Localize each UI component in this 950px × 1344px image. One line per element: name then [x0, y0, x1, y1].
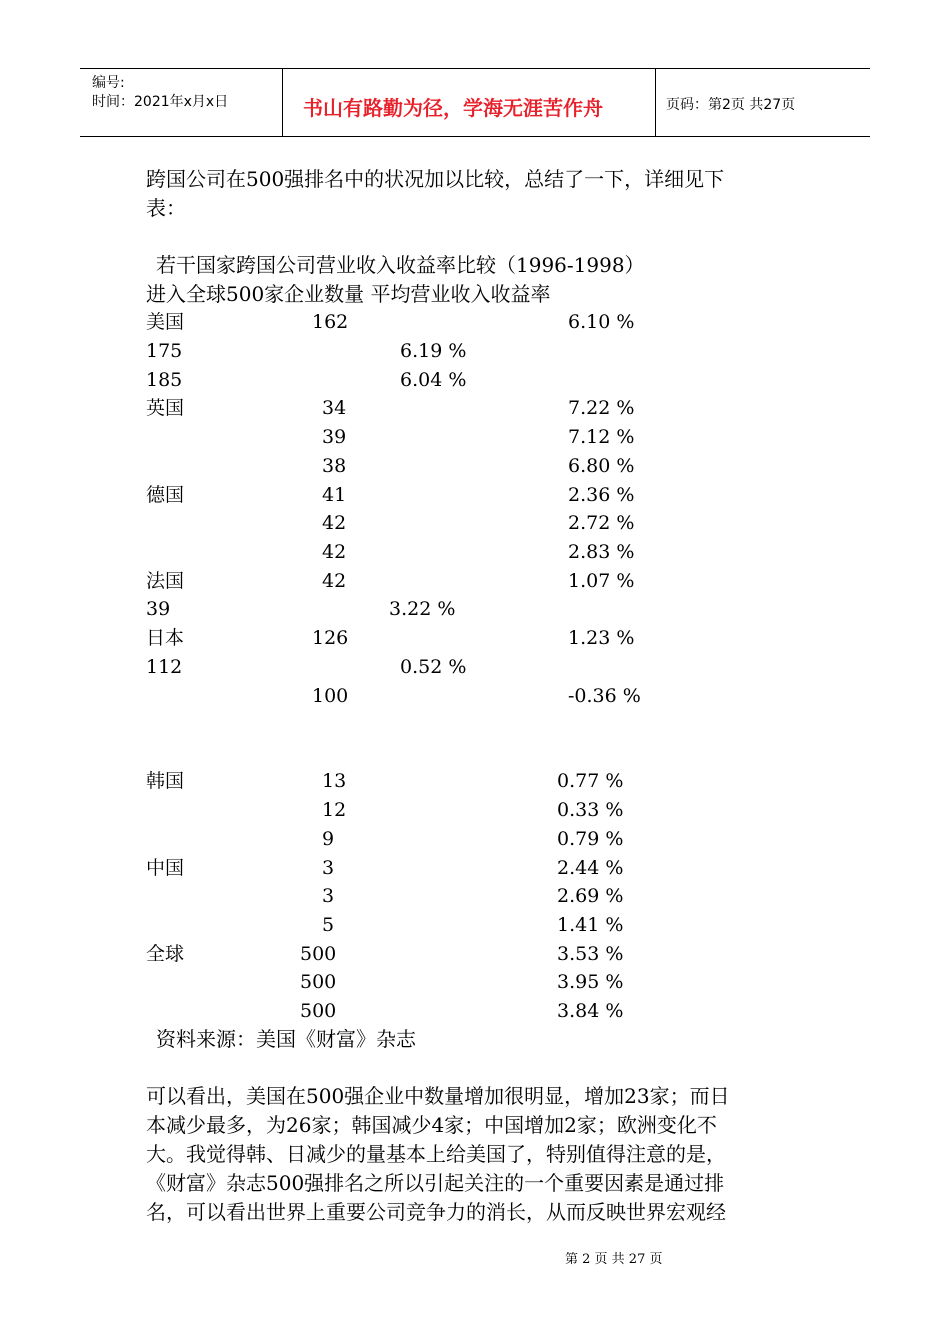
- header-code-label: 编号:: [92, 75, 125, 91]
- table-title: 若干国家跨国公司营业收入收益率比较（1996-1998）: [156, 253, 645, 277]
- count-cell: 34: [322, 397, 347, 419]
- country-cell: 英国: [146, 397, 185, 419]
- count-cell: 112: [146, 656, 183, 678]
- rate-cell: 6.10 %: [568, 311, 635, 333]
- rate-cell: 3.95 %: [557, 971, 624, 993]
- header-divider-right: [655, 68, 656, 136]
- rate-cell: 3.22 %: [389, 598, 456, 620]
- header-bottom-rule: [80, 136, 870, 137]
- page-footer: 第 2 页 共 27 页: [565, 1252, 663, 1267]
- rate-cell: 2.72 %: [568, 512, 635, 534]
- intro-line-1: 跨国公司在500强排名中的状况加以比较，总结了一下，详细见下: [146, 167, 725, 191]
- rate-cell: 0.33 %: [557, 799, 624, 821]
- country-cell: 美国: [146, 311, 185, 333]
- count-cell: 5: [322, 914, 335, 936]
- paragraph-line: 名，可以看出世界上重要公司竞争力的消长，从而反映世界宏观经: [146, 1200, 726, 1224]
- rate-cell: 7.12 %: [568, 426, 635, 448]
- rate-cell: 6.19 %: [400, 340, 467, 362]
- rate-cell: 6.04 %: [400, 369, 467, 391]
- count-cell: 41: [322, 484, 347, 506]
- header-divider-left: [282, 68, 283, 136]
- country-cell: 法国: [146, 570, 185, 592]
- count-cell: 500: [300, 943, 337, 965]
- count-cell: 42: [322, 570, 347, 592]
- count-cell: 9: [322, 828, 335, 850]
- country-cell: 全球: [146, 943, 185, 965]
- country-cell: 韩国: [146, 770, 185, 792]
- header-time-label: 时间：2021年x月x日: [92, 94, 229, 110]
- rate-cell: 0.79 %: [557, 828, 624, 850]
- count-cell: 3: [322, 885, 335, 907]
- header-motto: 书山有路勤为径，学海无涯苦作舟: [303, 96, 603, 120]
- paragraph-line: 本减少最多，为26家；韩国减少4家；中国增加2家；欧洲变化不: [146, 1113, 717, 1137]
- count-cell: 42: [322, 512, 347, 534]
- table-source: 资料来源：美国《财富》杂志: [156, 1027, 416, 1051]
- count-cell: 39: [322, 426, 347, 448]
- count-cell: 126: [312, 627, 349, 649]
- count-cell: 12: [322, 799, 347, 821]
- rate-cell: 1.07 %: [568, 570, 635, 592]
- table-header: 进入全球500家企业数量 平均营业收入收益率: [146, 282, 551, 306]
- rate-cell: 2.44 %: [557, 857, 624, 879]
- rate-cell: 1.23 %: [568, 627, 635, 649]
- rate-cell: 0.52 %: [400, 656, 467, 678]
- paragraph-line: 可以看出，美国在500强企业中数量增加很明显，增加23家；而日: [146, 1084, 730, 1108]
- paragraph-line: 《财富》杂志500强排名之所以引起关注的一个重要因素是通过排: [146, 1171, 725, 1195]
- count-cell: 162: [312, 311, 349, 333]
- country-cell: 中国: [146, 857, 185, 879]
- country-cell: 德国: [146, 484, 185, 506]
- count-cell: 3: [322, 857, 335, 879]
- count-cell: 39: [146, 598, 171, 620]
- rate-cell: 0.77 %: [557, 770, 624, 792]
- country-cell: 日本: [146, 627, 185, 649]
- paragraph-line: 大。我觉得韩、日减少的量基本上给美国了，特别值得注意的是，: [146, 1142, 726, 1166]
- rate-cell: 6.80 %: [568, 455, 635, 477]
- count-cell: 100: [312, 685, 349, 707]
- rate-cell: 3.53 %: [557, 943, 624, 965]
- count-cell: 13: [322, 770, 347, 792]
- header-page-label: 页码：第2页 共27页: [666, 97, 796, 113]
- rate-cell: 2.36 %: [568, 484, 635, 506]
- intro-line-2: 表：: [146, 196, 186, 220]
- count-cell: 175: [146, 340, 183, 362]
- count-cell: 500: [300, 1000, 337, 1022]
- rate-cell: 2.83 %: [568, 541, 635, 563]
- count-cell: 185: [146, 369, 183, 391]
- header-top-rule: [80, 68, 870, 69]
- rate-cell: 3.84 %: [557, 1000, 624, 1022]
- rate-cell: 1.41 %: [557, 914, 624, 936]
- count-cell: 38: [322, 455, 347, 477]
- rate-cell: 7.22 %: [568, 397, 635, 419]
- rate-cell: 2.69 %: [557, 885, 624, 907]
- count-cell: 42: [322, 541, 347, 563]
- count-cell: 500: [300, 971, 337, 993]
- rate-cell: -0.36 %: [568, 685, 641, 707]
